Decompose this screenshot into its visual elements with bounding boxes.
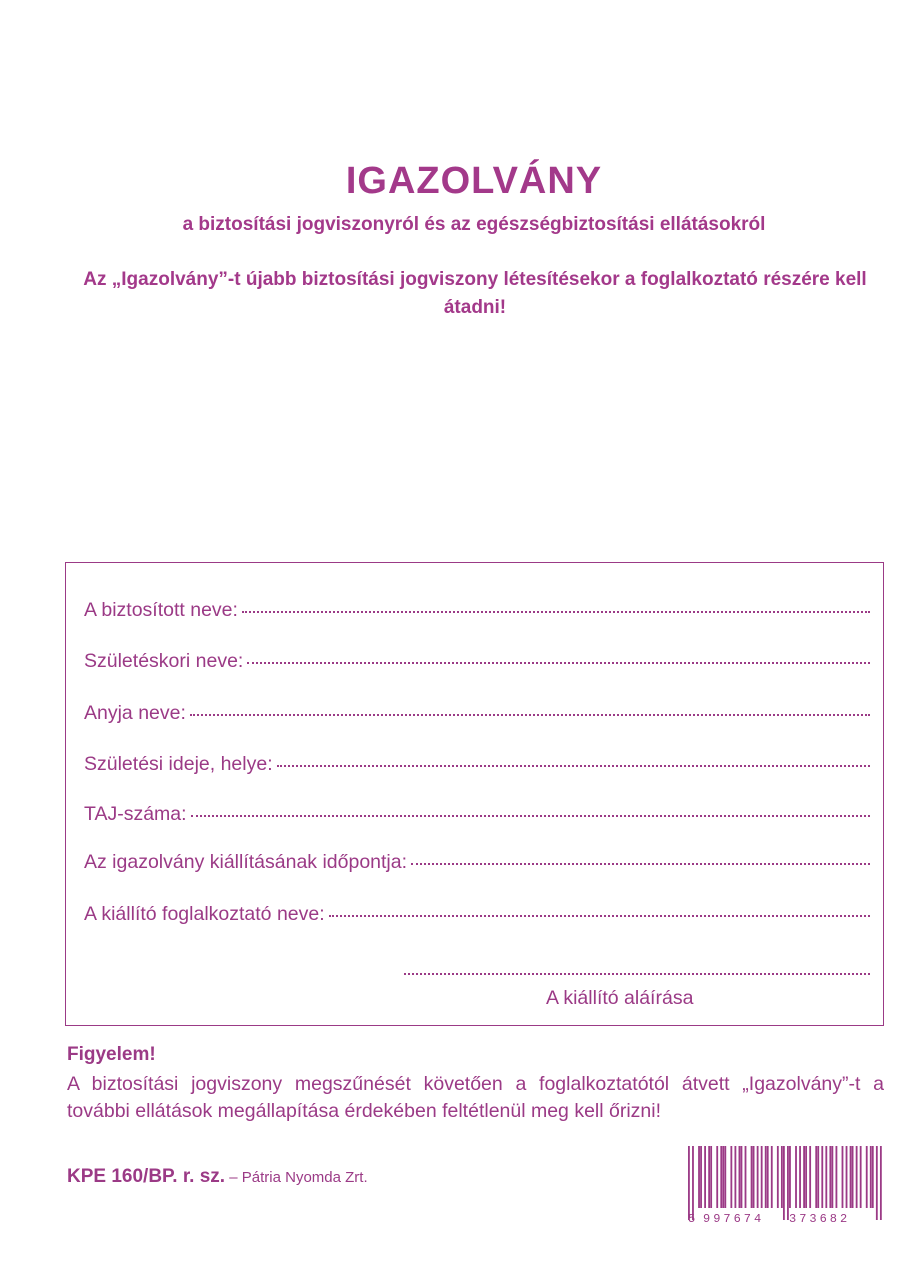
field-label: Anyja neve: [84,702,186,724]
barcode-bar [761,1146,763,1208]
barcode-bar [809,1146,811,1208]
form-code: KPE 160/BP. r. sz. [67,1166,226,1187]
barcode-bar [876,1146,878,1220]
fill-line[interactable] [191,815,870,817]
field-taj-number [84,803,870,826]
field-insured-name [84,599,870,622]
footer [67,1166,368,1188]
fill-line[interactable] [277,765,870,767]
barcode-bar [708,1146,710,1208]
barcode-bars [688,1146,882,1220]
barcode-bar [866,1146,868,1208]
barcode-bar [831,1146,833,1208]
barcode-bar [741,1146,743,1208]
barcode-bar [880,1146,882,1220]
barcode-bar [852,1146,854,1208]
barcode-group-right: 373682 [789,1212,851,1226]
field-label: TAJ-száma: [84,803,187,825]
barcode-bar [739,1146,741,1208]
barcode-bar [700,1146,702,1208]
handover-notice: Az „Igazolvány”-t újabb biztosítási jogviszony létesítésekor a foglalkoztató részére kell átadni! [83,269,867,318]
barcode-bar [817,1146,819,1208]
barcode-bar [829,1146,831,1208]
fill-line[interactable] [329,915,870,917]
warning-text: A biztosítási jogviszony megszűnését követően a foglalkoztatótól átvett „Igazolvány”-t a további ellátások megállapítása érdekében feltétlenül meg kell őrizni! [67,1073,884,1122]
barcode-bar [860,1146,862,1208]
field-mother-name [84,702,870,725]
printer-name: – Pátria Nyomda Zrt. [225,1169,368,1186]
barcode-bar [771,1146,773,1208]
barcode-group-left: 997674 [703,1212,765,1226]
barcode-bar [825,1146,827,1208]
barcode-bar [787,1146,789,1220]
barcode-bar [710,1146,712,1208]
barcode-bar [821,1146,823,1208]
document-title: IGAZOLVÁNY [345,160,603,202]
barcode-bar [815,1146,817,1208]
field-employer-name [84,903,870,926]
barcode-bar [767,1146,769,1208]
signature-line[interactable] [404,973,870,975]
barcode-digit-left: 5 [688,1212,696,1226]
barcode-bar [704,1146,706,1208]
fill-line[interactable] [411,863,870,865]
barcode-bar [781,1146,783,1208]
field-label: Születéskori neve: [84,650,244,672]
barcode-bar [757,1146,759,1208]
document-subtitle: a biztosítási jogviszonyról és az egészségbiztosítási ellátásokról [182,214,766,235]
barcode-bar [724,1146,726,1208]
fill-line[interactable] [190,714,870,716]
warning-title: Figyelem! [67,1044,156,1065]
barcode-bar [730,1146,732,1208]
field-birth-name [84,650,870,673]
barcode-bar [765,1146,767,1208]
field-label: A biztosított neve: [84,599,238,621]
field-issue-date [84,851,870,874]
field-birth-date-place [84,753,870,776]
fill-line[interactable] [247,662,870,664]
field-label: A kiállító foglalkoztató neve: [84,903,325,925]
barcode-bar [870,1146,872,1208]
form-box [65,562,884,1026]
barcode-bar [795,1146,797,1208]
signature-label: A kiállító aláírása [546,987,694,1009]
barcode [686,1144,884,1228]
barcode-bar [753,1146,755,1208]
barcode-bar [842,1146,844,1208]
barcode-bar [716,1146,718,1208]
fill-line[interactable] [242,611,870,613]
barcode-bar [692,1146,694,1220]
barcode-bar [698,1146,700,1208]
barcode-bar [803,1146,805,1208]
barcode-bar [722,1146,724,1208]
barcode-bar [856,1146,858,1208]
barcode-bar [783,1146,785,1220]
barcode-bar [688,1146,690,1220]
barcode-bar [799,1146,801,1208]
barcode-bar [751,1146,753,1208]
barcode-bar [872,1146,874,1208]
barcode-bar [789,1146,791,1208]
barcode-bar [745,1146,747,1208]
barcode-bar [846,1146,848,1208]
barcode-bar [777,1146,779,1208]
barcode-bar [836,1146,838,1208]
field-label: Születési ideje, helye: [84,753,273,775]
barcode-bar [720,1146,722,1208]
field-label: Az igazolvány kiállításának időpontja: [84,851,408,873]
barcode-bar [850,1146,852,1208]
barcode-bar [805,1146,807,1208]
barcode-bar [734,1146,736,1208]
